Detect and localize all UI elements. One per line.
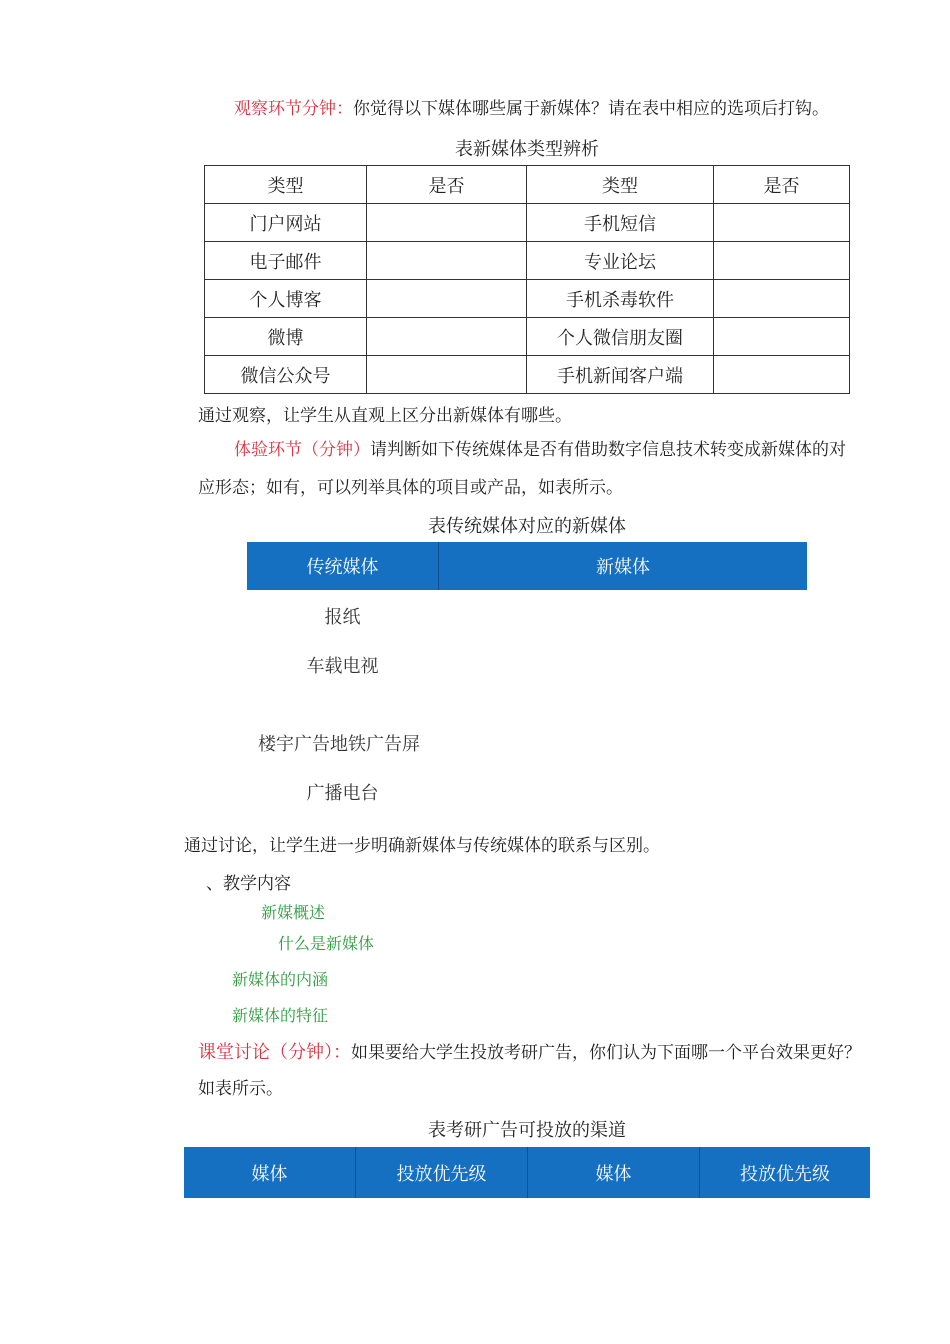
check-cell[interactable] (367, 242, 527, 280)
check-cell[interactable] (714, 318, 850, 356)
ad-channel-table-header (184, 1147, 870, 1198)
table-row (205, 204, 850, 242)
table-row (205, 280, 850, 318)
check-cell[interactable] (367, 356, 527, 394)
topic-item: 新媒概述 (261, 903, 326, 922)
media-type-cell: 专业论坛 (527, 242, 714, 280)
discussion-text-2: 如表所示。 (198, 1079, 283, 1099)
media-type-cell: 微博 (205, 318, 367, 356)
traditional-media-item: 车载电视 (306, 656, 379, 677)
media-type-cell: 手机短信 (527, 204, 714, 242)
topic-item: 什么是新媒体 (278, 934, 375, 953)
topic-item: 新媒体的内涵 (232, 970, 329, 989)
discussion-label: 课堂讨论（分钟）： (198, 1042, 351, 1063)
media-type-cell: 电子邮件 (205, 242, 367, 280)
table2-caption: 表传统媒体对应的新媒体 (428, 516, 626, 537)
experience-text-1: 请判断如下传统媒体是否有借助数字信息技术转变成新媒体的对 (370, 440, 846, 460)
header-media: 媒体 (528, 1147, 700, 1198)
experience-text-2: 应形态；如有，可以列举具体的项目或产品，如表所示。 (198, 478, 623, 498)
table-row (205, 242, 850, 280)
discussion-line (198, 1038, 861, 1064)
header-type: 类型 (527, 166, 714, 204)
header-new-media: 新媒体 (439, 542, 808, 590)
media-type-cell: 门户网站 (205, 204, 367, 242)
check-cell[interactable] (714, 356, 850, 394)
header-priority: 投放优先级 (700, 1147, 871, 1198)
traditional-media-table-header (247, 542, 807, 590)
check-cell[interactable] (367, 280, 527, 318)
header-yesno: 是否 (714, 166, 850, 204)
header-type: 类型 (205, 166, 367, 204)
discussion-summary: 通过讨论，让学生进一步明确新媒体与传统媒体的联系与区别。 (184, 836, 660, 856)
media-type-cell: 个人微信朋友圈 (527, 318, 714, 356)
table1-caption: 表新媒体类型辨析 (455, 139, 599, 160)
header-priority: 投放优先级 (356, 1147, 528, 1198)
media-type-cell: 手机杀毒软件 (527, 280, 714, 318)
table-row (205, 356, 850, 394)
observe-label: 观察环节分钟： (234, 99, 353, 119)
check-cell[interactable] (367, 204, 527, 242)
observe-text: 你觉得以下媒体哪些属于新媒体？请在表中相应的选项后打钩。 (353, 99, 829, 119)
check-cell[interactable] (367, 318, 527, 356)
check-cell[interactable] (714, 280, 850, 318)
experience-line (234, 435, 846, 460)
table-header-row (184, 1147, 870, 1198)
experience-label: 体验环节（分钟） (234, 440, 370, 460)
media-type-cell: 微信公众号 (205, 356, 367, 394)
table-header-row (205, 166, 850, 204)
media-type-table (204, 165, 850, 394)
content-heading: 、教学内容 (206, 874, 291, 894)
topic-item: 新媒体的特征 (232, 1006, 329, 1025)
traditional-media-item: 广播电台 (306, 783, 379, 804)
traditional-media-item: 报纸 (324, 607, 361, 628)
observe-summary: 通过观察，让学生从直观上区分出新媒体有哪些。 (198, 406, 572, 426)
check-cell[interactable] (714, 204, 850, 242)
table-header-row (247, 542, 807, 590)
media-type-cell: 手机新闻客户端 (527, 356, 714, 394)
header-traditional-media: 传统媒体 (306, 557, 379, 578)
check-cell[interactable] (714, 242, 850, 280)
discussion-text-1: 如果要给大学生投放考研广告，你们认为下面哪一个平台效果更好？ (351, 1043, 861, 1063)
header-media: 媒体 (251, 1163, 288, 1185)
media-type-cell: 个人博客 (205, 280, 367, 318)
header-yesno: 是否 (367, 166, 527, 204)
traditional-media-item: 楼宇广告地铁广告屏 (258, 734, 420, 755)
table-row (205, 318, 850, 356)
table3-caption: 表考研广告可投放的渠道 (428, 1120, 626, 1141)
observe-line (234, 94, 829, 119)
